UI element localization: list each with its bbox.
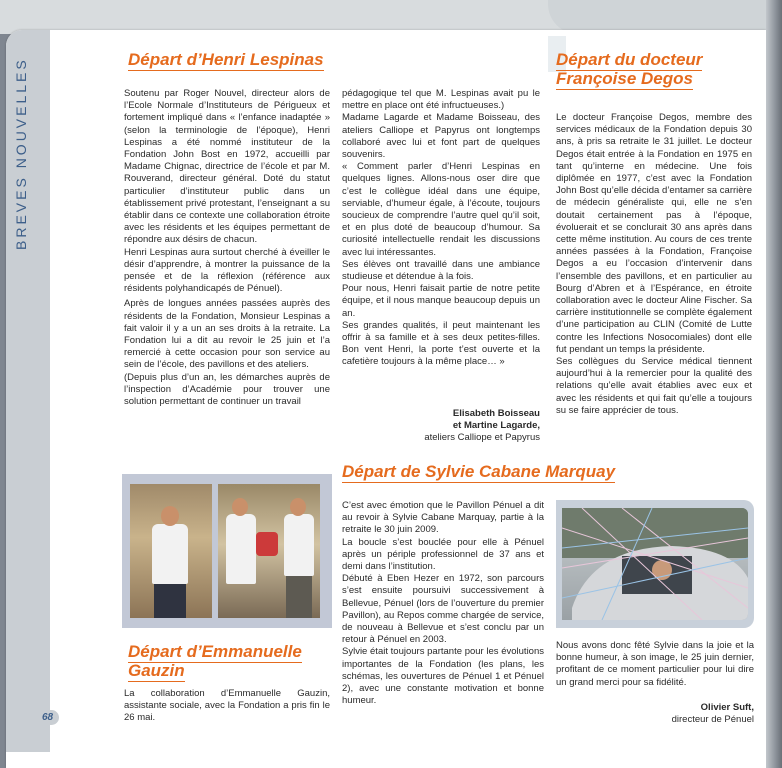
person-legs-right [286,576,312,618]
degos-title [556,50,702,88]
cabane-title [342,462,615,481]
degos-title-line-1: Départ du docteur [556,50,703,69]
degos-p1: Le docteur Françoise Degos, membre des services médicaux de la Fondation depuis 30 ans, à pris sa retraite le 31 juillet. Le docteur Degos était entrée à la Fondation en 1975 en tant qu’interne en médecine. Une fois diplômée en 1977, c’est avec la Fondation John Bost qu’elle décida d’entamer sa carrière de médecin généraliste qui, elle ne s’en doutait certainement pas à l’époque, évoluerait et se conclurait 30 ans après dans cette même institution. Au cours de ces trente années passées à la Fondation, Françoise Degos a eu l’occasion d’intervenir dans l’ensemble des pavillons, et en particulier au Bourg d’Abren et à l’Espérance, en étroite collaboration avec le docteur Aline Fischer. Sa carrière institutionnelle se complète également d’une participation au CLIN (Comité de Lutte contre les Infections Nosocomiales) dont elle fut pendant un temps la présidente. [556,112,752,355]
lespinas-column-2 [342,88,540,369]
gauzin-title [128,642,302,680]
lespinas-p1: Soutenu par Roger Nouvel, directeur alors de l’Ecole Normale d’Instituteurs de Périgueux et fortement impliqué dans « l’enfance inadaptée » (selon la terminologie de l’époque), Henri Lespinas a été nommé instituteur de la Fondation John Bost en 1972, accueilli par Madame Chignac, directrice de l’école et par M. Rouverand, directeur général. Doté du statut particulier d’instituteur public dans un établissement privé protestant, l’enseignant a su établir dans ce contexte une collaboration étroite avec les résidents et les équipes permettant de répondre aux désirs de chacun. [124,88,330,246]
lespinas-c2-p1: pédagogique tel que M. Lespinas avait pu le mettre en place ont été infructueuses.) [342,88,540,112]
cabane-body [342,500,544,707]
lespinas-signature [342,408,540,445]
person-legs [154,584,186,618]
gauzin-photo-2 [218,484,320,618]
cabane-photo-frame [556,500,754,628]
degos-body [556,112,752,417]
person-head-left [232,498,248,516]
cabane-title-text: Départ de Sylvie Cabane Marquay [342,462,616,481]
signature-name-1: Elisabeth Boisseau [452,408,540,419]
lespinas-title-text: Départ d’Henri Lespinas [128,50,324,69]
degos-p2: Ses collègues du Service médical tiennent aujourd’hui à la remercier pour la qualité des relations qu’elle avait établies avec eux et avec les résidents et qui fait qu’elle a toujours su se faire apprécier de tous. [556,356,752,416]
person-figure [152,524,188,584]
cabane-right-p: Nous avons donc fêté Sylvie dans la joie et la bonne humeur, à son image, le 25 juin dernier, profitant de ce moment particulier pour lui dire un grand merci pour sa fidélité. [556,640,754,688]
person-head [161,506,179,526]
lespinas-c2-p4: Ses élèves ont travaillé dans une ambiance studieuse et détendue à la fois. [342,258,540,283]
cabane-signature-role: directeur de Pénuel [671,714,754,726]
lespinas-c2-p5: Pour nous, Henri faisait partie de notre petite équipe, et il nous manque beaucoup depuis un an. [342,283,540,319]
person-head-right [290,498,306,516]
section-label: BREVES NOUVELLES [13,57,29,250]
lespinas-p2: Henri Lespinas aura surtout cherché à éveiller le désir d’apprendre, à montrer la puissance de la pensée et de la réflexion (référence aux résidents polyhandicapés de Pénuel). [124,246,330,295]
signature-name-2: et Martine Lagarde, [452,420,540,432]
signature-role: ateliers Calliope et Papyrus [424,432,540,444]
header-tab [548,0,782,34]
page-number: 68 [38,710,59,725]
degos-title-line-2: Françoise Degos [556,69,693,88]
cabane-p1: C’est avec émotion que le Pavillon Pénuel a dit au revoir à Sylvie Cabane Marquay, partie à la retraite le 30 juin 2009. [342,500,544,536]
book-spine [766,0,782,768]
car-photo-graphic [562,508,748,620]
lespinas-c2-p6: Ses grandes qualités, il peut maintenant les offrir à sa famille et à ses deux petites-filles. Bon vent Henri, la porte t’est ouverte et la cafetière toujours à la même place… » [342,319,540,368]
lespinas-p4: (Depuis plus d’un an, les démarches auprès de l’inspection d’Académie pour trouver une solution permettant de continuer un travail [124,371,330,408]
lespinas-column-1 [124,88,330,408]
gauzin-title-line-1: Départ d’Emmanuelle [128,642,302,661]
lespinas-c2-p3: « Comment parler d’Henri Lespinas en quelques lignes. Allons-nous oser dire que c’est le collègue idéal dans une équipe, serviable, d’humeur égale, à l’écoute, toujours soucieux de comprendre l’autre quel qu’il soit, et en plus doté de beaucoup d’humour. Sa curiosité intellectuelle rendait les discussions avec lui intéressantes. [342,161,540,258]
gauzin-photo-1 [130,484,212,618]
gauzin-photo-frame [122,474,332,628]
cabane-right-text [556,640,754,689]
lespinas-title [128,50,324,69]
gift-bag [256,532,278,556]
cabane-signature [556,702,754,726]
lespinas-p3: Après de longues années passées auprès des résidents de la Fondation, Monsieur Lespinas a fait valoir il y a un an ses droits à la retraite. La Fondation lui a dit au revoir le 25 juin et l’a remercié à cette occasion pour son service au sein de l’école, des pavillons et des ateliers. [124,298,330,371]
cabane-p3: Débuté à Eben Hezer en 1972, son parcours s’est ensuite poursuivi successivement à Bellevue, Pénuel (lors de l’ouverture du premier Pavillon), au Repos comme chargée de service, de nouveau à Bellevue et s’est conclu par un retour à Pénuel en 2003. [342,573,544,646]
gauzin-p: La collaboration d’Emmanuelle Gauzin, assistante sociale, avec la Fondation a pris fin le 26 mai. [124,688,330,724]
gauzin-body [124,688,330,725]
gauzin-title-line-2: Gauzin [128,661,185,680]
cabane-p4: Sylvie était toujours partante pour les évolutions importantes de la Fondation (les plans, les schémas, les ouvertures de Pénuel 1 et Pénuel 2), avec une constante motivation et bonne humeur. [342,646,544,707]
cabane-photo [562,508,748,620]
lespinas-c2-p2: Madame Lagarde et Madame Boisseau, des ateliers Calliope et Papyrus ont longtemps collaboré avec lui et font part de quelques souvenirs. [342,112,540,161]
cabane-signature-name: Olivier Suft, [700,702,754,713]
cabane-p2: La boucle s’est bouclée pour elle à Pénuel après un périple professionnel de 37 ans et demi dans l’institution. [342,536,544,573]
person-figure-left [226,514,256,584]
person-figure-right [284,514,314,576]
